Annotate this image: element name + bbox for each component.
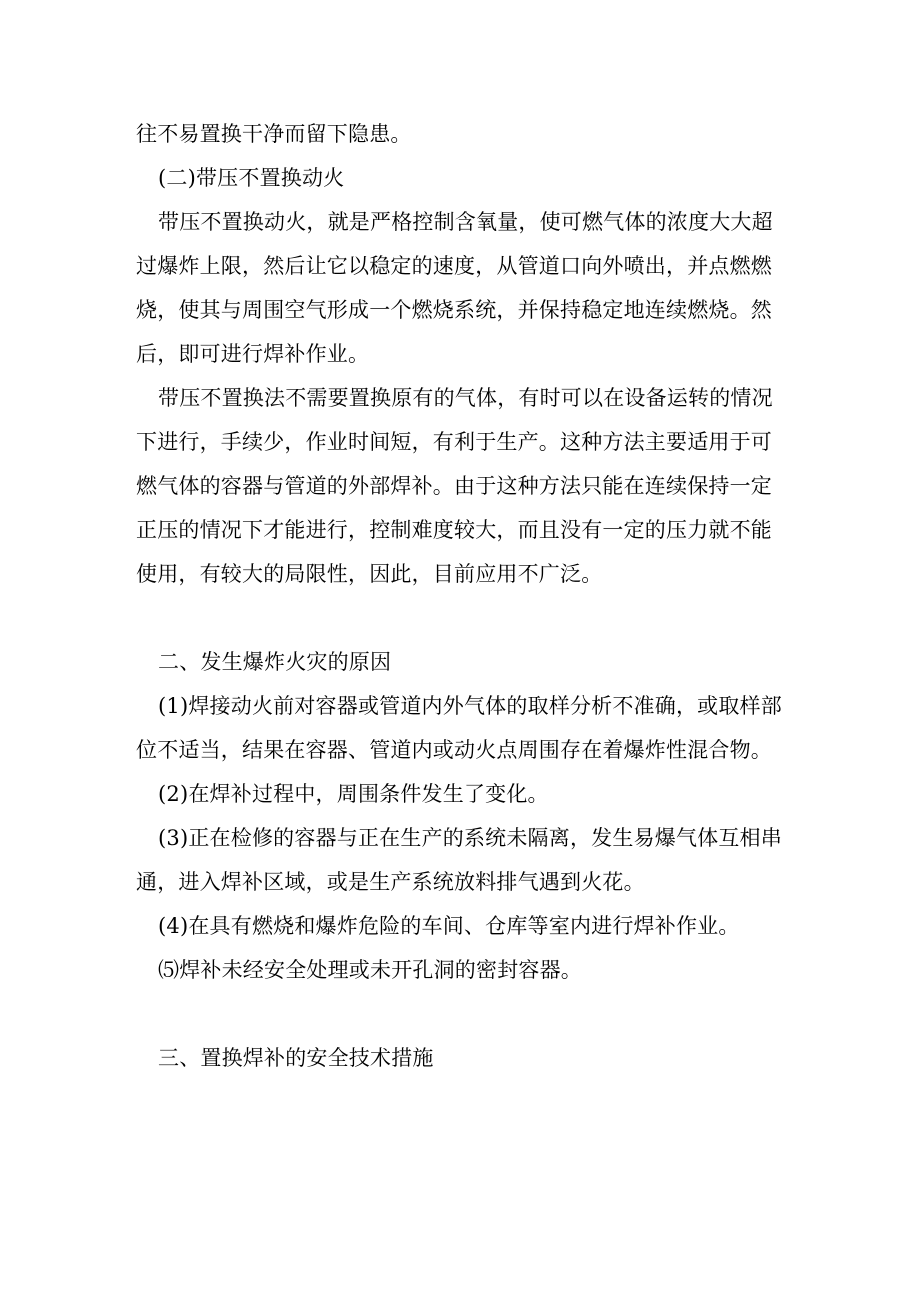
list-item-cause-2: (2)在焊补过程中，周围条件发生了变化。 (158, 782, 549, 806)
section-heading-causes: 二、发生爆炸火灾的原因 (158, 650, 392, 674)
list-item-cause-1: (1)焊接动火前对容器或管道内外气体的取样分析不准确，或取样部位不适当，结果在容器、管道内或动火点周围存在着爆炸性混合物。 (136, 694, 782, 762)
paragraph-continuation: 往不易置换干净而留下隐患。 (136, 122, 412, 146)
paragraph-characteristics: 带压不置换法不需要置换原有的气体，有时可以在设备运转的情况下进行，手续少，作业时间短，有利于生产。这种方法主要适用于可燃气体的容器与管道的外部焊补。由于这种方法只能在连续保持一定正压的情况下才能进行，控制难度较大，而且没有一定的压力就不能使用，有较大的局限性，因此，目前应用不广泛。 (136, 386, 773, 586)
subheading-pressurized-hot-work: (二)带压不置换动火 (158, 166, 345, 190)
list-item-cause-3: (3)正在检修的容器与正在生产的系统未隔离，发生易爆气体互相串通，进入焊补区域，或是生产系统放料排气遇到火花。 (136, 826, 782, 894)
list-item-cause-4: (4)在具有燃烧和爆炸危险的车间、仓库等室内进行焊补作业。 (158, 914, 740, 938)
document-body (136, 112, 786, 1080)
paragraph-definition: 带压不置换动火，就是严格控制含氧量，使可燃气体的浓度大大超过爆炸上限，然后让它以稳定的速度，从管道口向外喷出，并点燃燃烧，使其与周围空气形成一个燃烧系统，并保持稳定地连续燃烧。然后，即可进行焊补作业。 (136, 210, 773, 366)
list-item-cause-5: ⑸焊补未经安全处理或未开孔洞的密封容器。 (158, 958, 582, 982)
section-heading-safety-measures: 三、置换焊补的安全技术措施 (158, 1046, 434, 1070)
